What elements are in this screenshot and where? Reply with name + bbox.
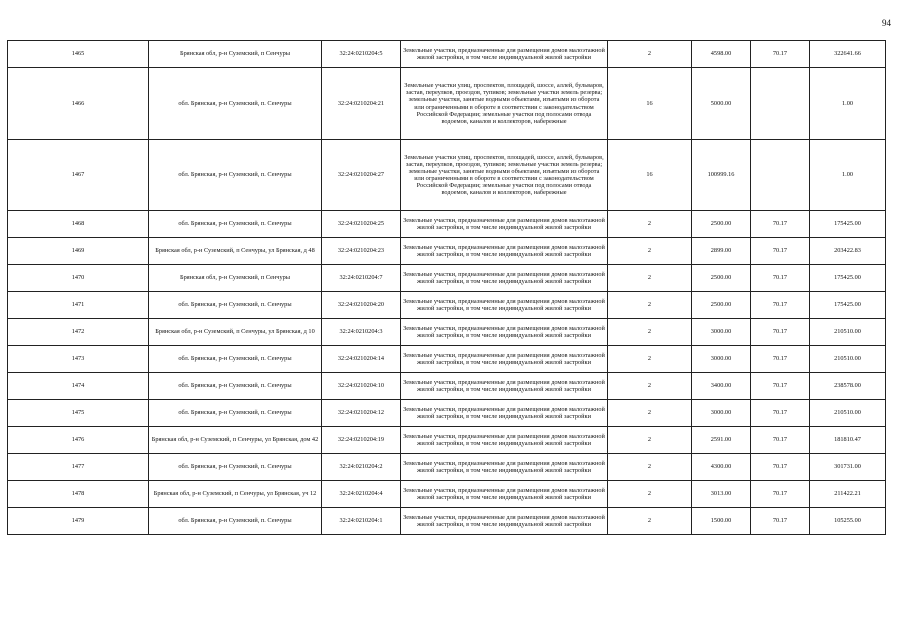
area-cell: 2500.00 [692, 292, 751, 319]
cadastral-value-cell: 301731.00 [810, 454, 886, 481]
row-number-cell: 1465 [8, 41, 149, 68]
purpose-group-cell: 16 [608, 68, 692, 140]
cadastral-number-cell: 32:24:0210204:23 [322, 238, 401, 265]
land-purpose-cell: Земельные участки, предназначенные для размещения домов малоэтажной жилой застройки, в том числе индивидуальной жилой застройки [401, 454, 608, 481]
specific-value-cell: 70.17 [751, 508, 810, 535]
specific-value-cell: 70.17 [751, 211, 810, 238]
specific-value-cell: 70.17 [751, 427, 810, 454]
address-cell: обл. Брянская, р-н Суземский, п. Сенчуры [149, 211, 322, 238]
purpose-group-cell: 2 [608, 454, 692, 481]
specific-value-cell: 70.17 [751, 373, 810, 400]
area-cell: 2591.00 [692, 427, 751, 454]
cadastral-value-cell: 203422.83 [810, 238, 886, 265]
specific-value-cell: 70.17 [751, 400, 810, 427]
purpose-group-cell: 2 [608, 373, 692, 400]
cadastral-value-cell: 322641.66 [810, 41, 886, 68]
specific-value-cell: 70.17 [751, 238, 810, 265]
row-number-cell: 1469 [8, 238, 149, 265]
specific-value-cell [751, 68, 810, 140]
cadastral-number-cell: 32:24:0210204:27 [322, 140, 401, 211]
purpose-group-cell: 2 [608, 427, 692, 454]
purpose-group-cell: 2 [608, 238, 692, 265]
cadastral-value-cell: 238578.00 [810, 373, 886, 400]
specific-value-cell: 70.17 [751, 481, 810, 508]
land-purpose-cell: Земельные участки, предназначенные для размещения домов малоэтажной жилой застройки, в том числе индивидуальной жилой застройки [401, 238, 608, 265]
specific-value-cell: 70.17 [751, 41, 810, 68]
table-row [8, 481, 886, 508]
row-number-cell: 1471 [8, 292, 149, 319]
table-row [8, 265, 886, 292]
cadastral-value-cell: 175425.00 [810, 265, 886, 292]
land-purpose-cell: Земельные участки, предназначенные для размещения домов малоэтажной жилой застройки, в том числе индивидуальной жилой застройки [401, 211, 608, 238]
land-purpose-cell: Земельные участки, предназначенные для размещения домов малоэтажной жилой застройки, в том числе индивидуальной жилой застройки [401, 265, 608, 292]
area-cell: 2500.00 [692, 211, 751, 238]
purpose-group-cell: 2 [608, 508, 692, 535]
land-purpose-cell: Земельные участки, предназначенные для размещения домов малоэтажной жилой застройки, в том числе индивидуальной жилой застройки [401, 346, 608, 373]
table-row [8, 41, 886, 68]
cadastral-number-cell: 32:24:0210204:12 [322, 400, 401, 427]
purpose-group-cell: 2 [608, 41, 692, 68]
land-purpose-cell: Земельные участки, предназначенные для размещения домов малоэтажной жилой застройки, в том числе индивидуальной жилой застройки [401, 319, 608, 346]
cadastral-value-cell: 175425.00 [810, 211, 886, 238]
land-purpose-cell: Земельные участки, предназначенные для размещения домов малоэтажной жилой застройки, в том числе индивидуальной жилой застройки [401, 400, 608, 427]
area-cell: 4598.00 [692, 41, 751, 68]
table-row [8, 319, 886, 346]
cadastral-number-cell: 32:24:0210204:1 [322, 508, 401, 535]
address-cell: обл. Брянская, р-н Суземский, п. Сенчуры [149, 400, 322, 427]
table-row [8, 68, 886, 140]
row-number-cell: 1466 [8, 68, 149, 140]
address-cell: обл. Брянская, р-н Суземский, п. Сенчуры [149, 346, 322, 373]
purpose-group-cell: 16 [608, 140, 692, 211]
row-number-cell: 1477 [8, 454, 149, 481]
specific-value-cell: 70.17 [751, 265, 810, 292]
land-registry-table [7, 40, 886, 535]
address-cell: обл. Брянская, р-н Суземский, п. Сенчуры [149, 373, 322, 400]
address-cell: обл. Брянская, р-н Суземский, п. Сенчуры [149, 292, 322, 319]
purpose-group-cell: 2 [608, 346, 692, 373]
cadastral-number-cell: 32:24:0210204:3 [322, 319, 401, 346]
purpose-group-cell: 2 [608, 481, 692, 508]
cadastral-value-cell: 210510.00 [810, 400, 886, 427]
area-cell: 1500.00 [692, 508, 751, 535]
specific-value-cell: 70.17 [751, 454, 810, 481]
address-cell: Брянская обл, р-н Суземский, п Сенчуры, ул Брянская, д 10 [149, 319, 322, 346]
area-cell: 2899.00 [692, 238, 751, 265]
area-cell: 3000.00 [692, 319, 751, 346]
row-number-cell: 1474 [8, 373, 149, 400]
area-cell: 5000.00 [692, 68, 751, 140]
cadastral-value-cell: 175425.00 [810, 292, 886, 319]
cadastral-number-cell: 32:24:0210204:4 [322, 481, 401, 508]
row-number-cell: 1467 [8, 140, 149, 211]
area-cell: 3013.00 [692, 481, 751, 508]
row-number-cell: 1468 [8, 211, 149, 238]
table-row [8, 508, 886, 535]
purpose-group-cell: 2 [608, 292, 692, 319]
table-row [8, 211, 886, 238]
cadastral-number-cell: 32:24:0210204:19 [322, 427, 401, 454]
land-purpose-cell: Земельные участки улиц, проспектов, площадей, шоссе, аллей, бульваров, застав, переулков, проездов, тупиков; земельные участки земель резерва; земельные участки, занятые водными объектами, изъятыми из оборота или ограниченными в обороте в соответствии с законодательством Российской Федерации; земельные участки под полосами отвода водоемов, каналов и коллекторов, набережные [401, 140, 608, 211]
purpose-group-cell: 2 [608, 211, 692, 238]
cadastral-number-cell: 32:24:0210204:25 [322, 211, 401, 238]
land-purpose-cell: Земельные участки, предназначенные для размещения домов малоэтажной жилой застройки, в том числе индивидуальной жилой застройки [401, 508, 608, 535]
area-cell: 2500.00 [692, 265, 751, 292]
cadastral-value-cell: 1.00 [810, 68, 886, 140]
address-cell: Брянская обл, р-н Суземский, п Сенчуры, ул Брянская, дом 42 [149, 427, 322, 454]
area-cell: 3000.00 [692, 346, 751, 373]
address-cell: Брянская обл, р-н Суземский, п Сенчуры [149, 41, 322, 68]
cadastral-number-cell: 32:24:0210204:20 [322, 292, 401, 319]
row-number-cell: 1472 [8, 319, 149, 346]
cadastral-value-cell: 105255.00 [810, 508, 886, 535]
address-cell: обл. Брянская, р-н Суземский, п. Сенчуры [149, 508, 322, 535]
address-cell: Брянская обл, р-н Суземский, п Сенчуры, ул Брянская, д 48 [149, 238, 322, 265]
address-cell: Брянская обл, р-н Суземский, п Сенчуры [149, 265, 322, 292]
table-row [8, 373, 886, 400]
area-cell: 4300.00 [692, 454, 751, 481]
cadastral-value-cell: 210510.00 [810, 346, 886, 373]
specific-value-cell: 70.17 [751, 319, 810, 346]
table-row [8, 400, 886, 427]
row-number-cell: 1475 [8, 400, 149, 427]
cadastral-value-cell: 211422.21 [810, 481, 886, 508]
purpose-group-cell: 2 [608, 319, 692, 346]
address-cell: Брянская обл, р-н Суземский, п Сенчуры, ул Брянская, уч 12 [149, 481, 322, 508]
land-purpose-cell: Земельные участки улиц, проспектов, площадей, шоссе, аллей, бульваров, застав, переулков, проездов, тупиков; земельные участки земель резерва; земельные участки, занятые водными объектами, изъятыми из оборота или ограниченными в обороте в соответствии с законодательством Российской Федерации; земельные участки под полосами отвода водоемов, каналов и коллекторов, набережные [401, 68, 608, 140]
area-cell: 3000.00 [692, 400, 751, 427]
table-row [8, 346, 886, 373]
specific-value-cell: 70.17 [751, 346, 810, 373]
cadastral-number-cell: 32:24:0210204:7 [322, 265, 401, 292]
row-number-cell: 1478 [8, 481, 149, 508]
table-row [8, 238, 886, 265]
cadastral-number-cell: 32:24:0210204:14 [322, 346, 401, 373]
area-cell: 100999.16 [692, 140, 751, 211]
cadastral-value-cell: 1.00 [810, 140, 886, 211]
specific-value-cell: 70.17 [751, 292, 810, 319]
specific-value-cell [751, 140, 810, 211]
land-purpose-cell: Земельные участки, предназначенные для размещения домов малоэтажной жилой застройки, в том числе индивидуальной жилой застройки [401, 427, 608, 454]
cadastral-number-cell: 32:24:0210204:10 [322, 373, 401, 400]
address-cell: обл. Брянская, р-н Суземский, п. Сенчуры [149, 454, 322, 481]
land-purpose-cell: Земельные участки, предназначенные для размещения домов малоэтажной жилой застройки, в том числе индивидуальной жилой застройки [401, 373, 608, 400]
address-cell: обл. Брянская, р-н Суземский, п. Сенчуры [149, 140, 322, 211]
cadastral-value-cell: 210510.00 [810, 319, 886, 346]
table-row [8, 140, 886, 211]
table-row [8, 454, 886, 481]
row-number-cell: 1479 [8, 508, 149, 535]
purpose-group-cell: 2 [608, 400, 692, 427]
land-purpose-cell: Земельные участки, предназначенные для размещения домов малоэтажной жилой застройки, в том числе индивидуальной жилой застройки [401, 41, 608, 68]
table-row [8, 292, 886, 319]
row-number-cell: 1473 [8, 346, 149, 373]
cadastral-number-cell: 32:24:0210204:21 [322, 68, 401, 140]
land-purpose-cell: Земельные участки, предназначенные для размещения домов малоэтажной жилой застройки, в том числе индивидуальной жилой застройки [401, 481, 608, 508]
purpose-group-cell: 2 [608, 265, 692, 292]
table-row [8, 427, 886, 454]
page-number: 94 [882, 18, 891, 28]
land-purpose-cell: Земельные участки, предназначенные для размещения домов малоэтажной жилой застройки, в том числе индивидуальной жилой застройки [401, 292, 608, 319]
area-cell: 3400.00 [692, 373, 751, 400]
row-number-cell: 1476 [8, 427, 149, 454]
cadastral-value-cell: 181810.47 [810, 427, 886, 454]
row-number-cell: 1470 [8, 265, 149, 292]
address-cell: обл. Брянская, р-н Суземский, п. Сенчуры [149, 68, 322, 140]
cadastral-number-cell: 32:24:0210204:2 [322, 454, 401, 481]
cadastral-number-cell: 32:24:0210204:5 [322, 41, 401, 68]
